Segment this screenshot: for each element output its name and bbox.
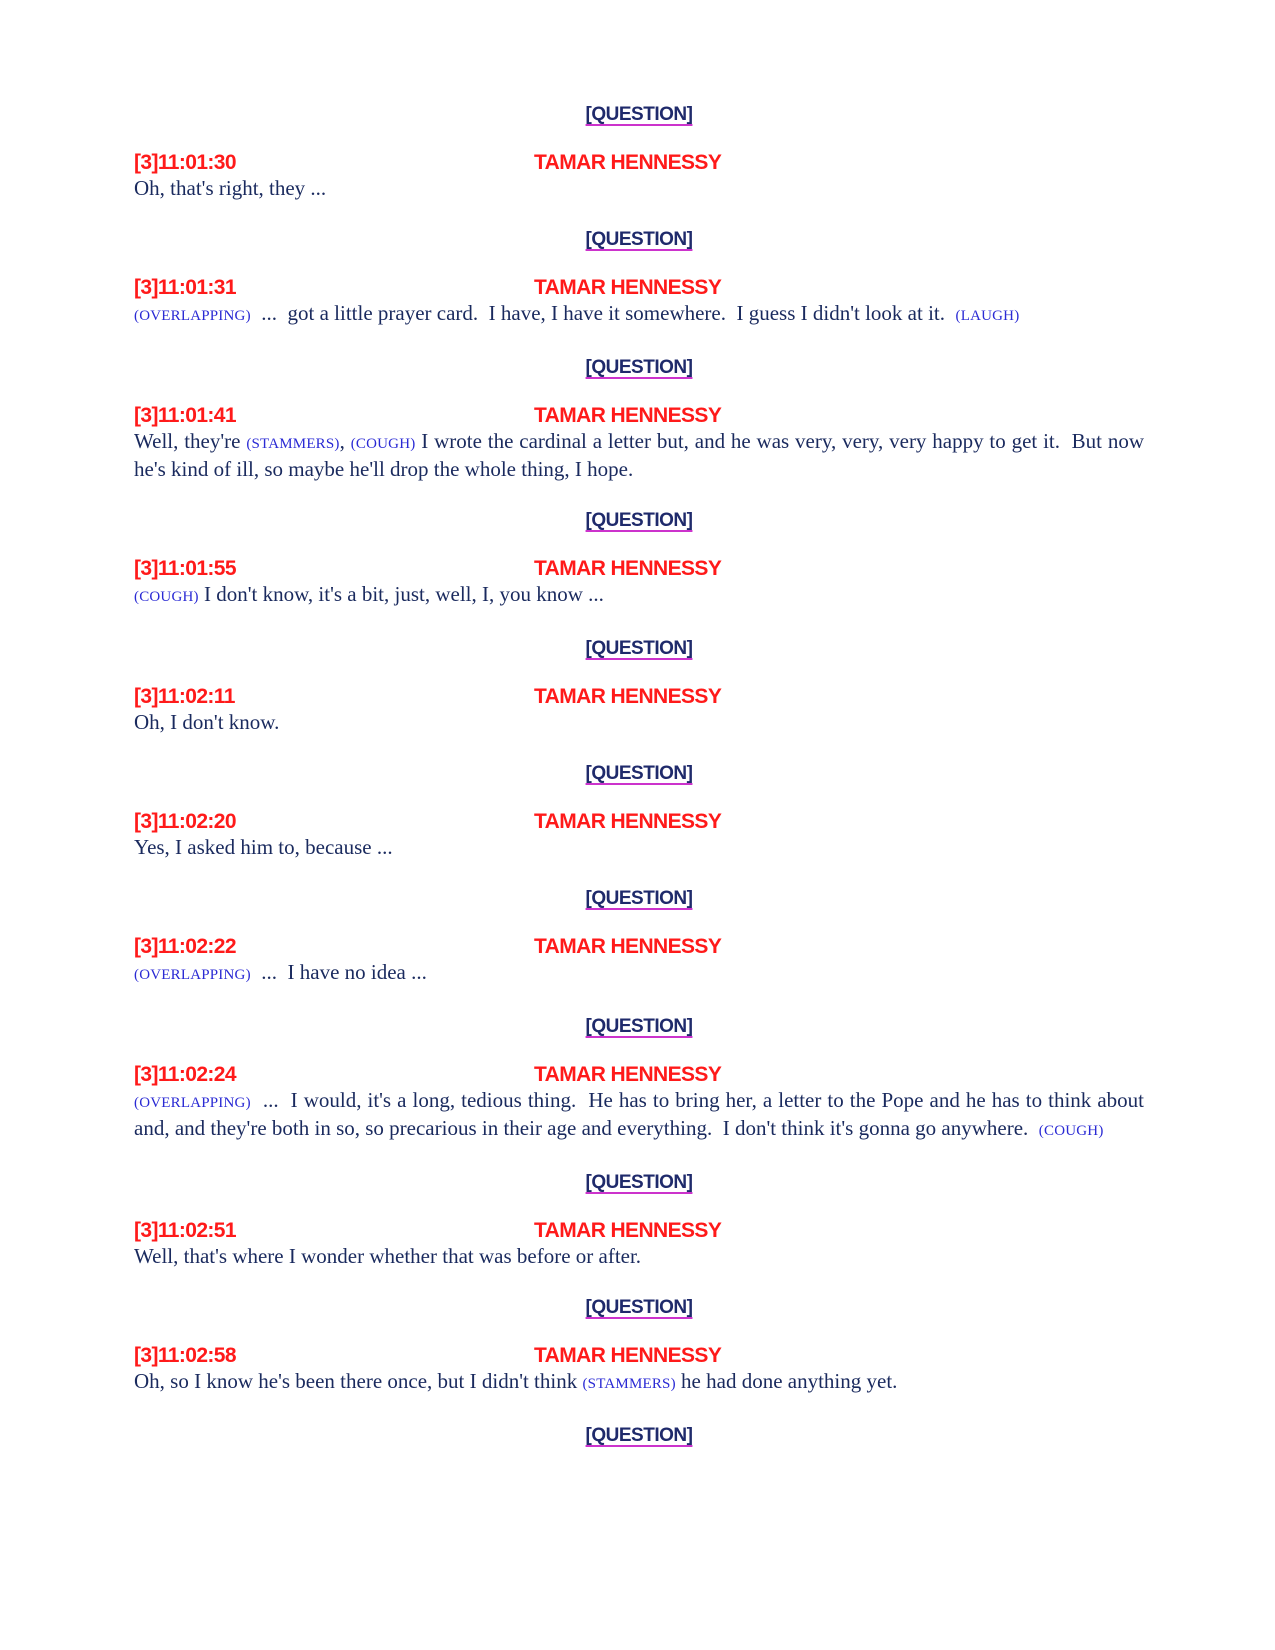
transcript-page bbox=[134, 102, 1150, 1449]
spoken-text: Well, that's where I wonder whether that was before or after. bbox=[134, 1244, 642, 1268]
timecode: [3]11:02:22 bbox=[134, 935, 236, 958]
stage-cue: (OVERLAPPING) bbox=[134, 308, 251, 324]
timecode: [3]11:01:41 bbox=[134, 404, 236, 427]
question-marker bbox=[134, 508, 1144, 534]
timecode: [3]11:01:31 bbox=[134, 276, 236, 299]
question-label: [QUESTION] bbox=[585, 888, 693, 909]
entry-header bbox=[134, 1218, 1144, 1244]
timecode: [3]11:01:55 bbox=[134, 557, 236, 580]
transcript-entry bbox=[134, 684, 1144, 735]
stage-cue: (LAUGH) bbox=[955, 308, 1020, 324]
entry-header bbox=[134, 934, 1144, 960]
spoken-text: Yes, I asked him to, because ... bbox=[134, 835, 393, 859]
stage-cue: (OVERLAPPING) bbox=[134, 967, 251, 983]
spacer bbox=[134, 787, 1144, 809]
spoken-text: he had done anything yet. bbox=[675, 1369, 898, 1393]
question-label: [QUESTION] bbox=[585, 104, 693, 125]
stage-cue: (COUGH) bbox=[350, 436, 416, 452]
speaker-name: TAMAR HENNESSY bbox=[534, 810, 722, 833]
entry-text bbox=[134, 1369, 1144, 1397]
question-label: [QUESTION] bbox=[585, 1425, 693, 1446]
entry-text bbox=[134, 960, 1144, 988]
question-marker bbox=[134, 227, 1144, 253]
transcript-entry bbox=[134, 809, 1144, 860]
spoken-text: ... I have no idea ... bbox=[250, 960, 427, 984]
timecode: [3]11:01:30 bbox=[134, 151, 236, 174]
spacer bbox=[134, 381, 1144, 403]
transcript-entry bbox=[134, 403, 1150, 482]
spacer bbox=[134, 1269, 1144, 1295]
entry-text bbox=[134, 429, 1150, 482]
question-marker bbox=[134, 355, 1144, 381]
entry-header bbox=[134, 275, 1144, 301]
stage-cue: (COUGH) bbox=[1038, 1123, 1104, 1139]
spoken-text: ... got a little prayer card. I have, I have it somewhere. I guess I didn't look at it. bbox=[250, 301, 956, 325]
transcript-entry bbox=[134, 1218, 1144, 1269]
question-label: [QUESTION] bbox=[585, 1016, 693, 1037]
spoken-text: , bbox=[339, 429, 351, 453]
stage-cue: (STAMMERS) bbox=[246, 436, 340, 452]
timecode: [3]11:02:51 bbox=[134, 1219, 236, 1242]
spacer bbox=[134, 610, 1144, 636]
spoken-text: I don't know, it's a bit, just, well, I, you know ... bbox=[198, 582, 604, 606]
speaker-name: TAMAR HENNESSY bbox=[534, 557, 722, 580]
spacer bbox=[134, 1321, 1144, 1343]
stage-cue: (OVERLAPPING) bbox=[134, 1095, 251, 1111]
spacer bbox=[134, 1040, 1144, 1062]
entry-header bbox=[134, 809, 1144, 835]
question-label: [QUESTION] bbox=[585, 510, 693, 531]
spoken-text: Oh, that's right, they ... bbox=[134, 176, 327, 200]
question-marker bbox=[134, 1423, 1144, 1449]
spoken-text: Oh, so I know he's been there once, but I didn't think bbox=[134, 1369, 583, 1393]
spacer bbox=[134, 1397, 1144, 1423]
timecode: [3]11:02:24 bbox=[134, 1063, 236, 1086]
entry-header bbox=[134, 403, 1144, 429]
spacer bbox=[134, 735, 1144, 761]
spacer bbox=[134, 128, 1144, 150]
question-label: [QUESTION] bbox=[585, 229, 693, 250]
question-label: [QUESTION] bbox=[585, 1172, 693, 1193]
transcript-entry bbox=[134, 934, 1144, 988]
question-marker bbox=[134, 102, 1144, 128]
question-label: [QUESTION] bbox=[585, 1297, 693, 1318]
question-marker bbox=[134, 1295, 1144, 1321]
speaker-name: TAMAR HENNESSY bbox=[534, 276, 722, 299]
entry-text bbox=[134, 710, 1144, 735]
question-marker bbox=[134, 636, 1144, 662]
spacer bbox=[134, 329, 1144, 355]
entry-header bbox=[134, 556, 1144, 582]
speaker-name: TAMAR HENNESSY bbox=[534, 685, 722, 708]
question-label: [QUESTION] bbox=[585, 638, 693, 659]
entry-header bbox=[134, 1062, 1144, 1088]
stage-cue: (COUGH) bbox=[134, 589, 199, 605]
spacer bbox=[134, 860, 1144, 886]
spacer bbox=[134, 1144, 1144, 1170]
question-label: [QUESTION] bbox=[585, 357, 693, 378]
spoken-text: I wrote the cardinal a letter but, and he was very, very, very happy to get it. But now he's kind of ill, so maybe he'll drop the whole thing, I hope. bbox=[134, 429, 1150, 481]
spacer bbox=[134, 201, 1144, 227]
timecode: [3]11:02:58 bbox=[134, 1344, 236, 1367]
entry-text bbox=[134, 1088, 1150, 1144]
spacer bbox=[134, 534, 1144, 556]
speaker-name: TAMAR HENNESSY bbox=[534, 1063, 722, 1086]
spoken-text: Oh, I don't know. bbox=[134, 710, 280, 734]
stage-cue: (STAMMERS) bbox=[582, 1376, 676, 1392]
entry-header bbox=[134, 684, 1144, 710]
question-marker bbox=[134, 1170, 1144, 1196]
question-marker bbox=[134, 886, 1144, 912]
entry-text bbox=[134, 582, 1144, 610]
timecode: [3]11:02:20 bbox=[134, 810, 236, 833]
spacer bbox=[134, 662, 1144, 684]
spacer bbox=[134, 912, 1144, 934]
transcript-entry bbox=[134, 1062, 1150, 1144]
question-label: [QUESTION] bbox=[585, 763, 693, 784]
timecode: [3]11:02:11 bbox=[134, 685, 235, 708]
speaker-name: TAMAR HENNESSY bbox=[534, 404, 722, 427]
spoken-text: ... I would, it's a long, tedious thing. He has to bring her, a letter to the Pope and he has to think about and, and they're both in so, so precarious in their age and everything. I don't think it's gonna go anywhere. bbox=[134, 1088, 1150, 1140]
spacer bbox=[134, 482, 1144, 508]
entry-text bbox=[134, 176, 1144, 201]
entry-text bbox=[134, 835, 1144, 860]
spoken-text: Well, they're bbox=[134, 429, 247, 453]
spacer bbox=[134, 253, 1144, 275]
entry-text bbox=[134, 301, 1144, 329]
speaker-name: TAMAR HENNESSY bbox=[534, 1219, 722, 1242]
transcript-entry bbox=[134, 556, 1144, 610]
speaker-name: TAMAR HENNESSY bbox=[534, 935, 722, 958]
entry-header bbox=[134, 1343, 1144, 1369]
entry-header bbox=[134, 150, 1144, 176]
entry-text bbox=[134, 1244, 1144, 1269]
transcript-entry bbox=[134, 1343, 1144, 1397]
transcript-entry bbox=[134, 275, 1144, 329]
question-marker bbox=[134, 761, 1144, 787]
spacer bbox=[134, 988, 1144, 1014]
transcript-entry bbox=[134, 150, 1144, 201]
spacer bbox=[134, 1196, 1144, 1218]
question-marker bbox=[134, 1014, 1144, 1040]
speaker-name: TAMAR HENNESSY bbox=[534, 1344, 722, 1367]
speaker-name: TAMAR HENNESSY bbox=[534, 151, 722, 174]
